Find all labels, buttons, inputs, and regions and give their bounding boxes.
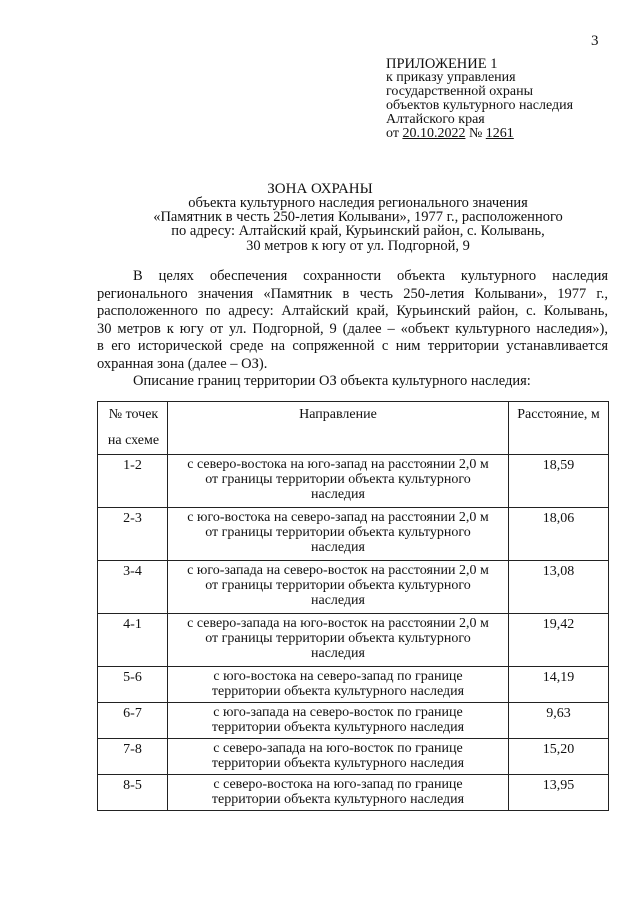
table-row xyxy=(98,703,609,739)
appendix-line: Алтайского края xyxy=(386,112,485,127)
direction-line: территории объекта культурного наследия xyxy=(211,720,465,735)
appendix-line: объектов культурного наследия xyxy=(386,98,574,113)
subtitle-block xyxy=(0,196,640,253)
order-date: 20.10.2022 xyxy=(402,126,466,141)
cell-direction xyxy=(168,703,509,739)
cell-direction xyxy=(168,775,509,811)
table-row xyxy=(98,561,609,614)
intro-line: 30 метров к югу от ул. Подгорной, 9 (далее – «объект культурного наследия»), xyxy=(97,320,608,337)
direction-line: с северо-востока на юго-запад по границе xyxy=(213,777,463,792)
direction-line: от границы территории объекта культурного xyxy=(205,631,471,646)
intro-line: регионального значения «Памятник в честь 250-летия Колывани», 1977 г., xyxy=(97,285,608,302)
date-prefix: от xyxy=(386,126,403,141)
page-number: 3 xyxy=(591,33,599,49)
cell-points: 3-4 xyxy=(98,561,168,614)
direction-line: с северо-запада на юго-восток по границе xyxy=(213,741,463,756)
header-points-line2: на схеме xyxy=(107,433,160,448)
table-row xyxy=(98,739,609,775)
table-description: Описание границ территории ОЗ объекта культурного наследия: xyxy=(133,373,531,389)
cell-points: 7-8 xyxy=(98,739,168,775)
cell-direction xyxy=(168,561,509,614)
direction-line: территории объекта культурного наследия xyxy=(211,792,465,807)
appendix-line: государственной охраны xyxy=(386,84,534,99)
cell-direction xyxy=(168,739,509,775)
order-number: 1261 xyxy=(485,126,514,141)
cell-distance: 15,20 xyxy=(509,739,609,775)
cell-distance: 18,59 xyxy=(509,455,609,508)
table-row xyxy=(98,455,609,508)
cell-points: 4-1 xyxy=(98,614,168,667)
direction-line: с северо-запада на юго-восток на расстоянии 2,0 м xyxy=(187,616,489,631)
boundary-table xyxy=(97,401,609,811)
appendix-date-line xyxy=(386,127,573,141)
cell-direction xyxy=(168,455,509,508)
cell-points: 8-5 xyxy=(98,775,168,811)
cell-points: 1-2 xyxy=(98,455,168,508)
appendix-title: ПРИЛОЖЕНИЕ 1 xyxy=(386,56,498,72)
direction-line: от границы территории объекта культурного xyxy=(205,472,471,487)
intro-line: в его исторической среде на сопряженной с ним территории устанавливается xyxy=(97,338,608,354)
direction-line: территории объекта культурного наследия xyxy=(211,684,465,699)
cell-distance: 13,08 xyxy=(509,561,609,614)
number-sign: № xyxy=(465,126,486,141)
intro-line: расположенного по адресу: Алтайский край, Курьинский район, с. Колывань, xyxy=(97,303,608,319)
appendix-block xyxy=(386,57,573,141)
cell-direction xyxy=(168,508,509,561)
cell-distance: 19,42 xyxy=(509,614,609,667)
table-row xyxy=(98,775,609,811)
cell-distance: 14,19 xyxy=(509,667,609,703)
zone-title: ЗОНА ОХРАНЫ xyxy=(267,181,373,197)
direction-line: с юго-запада на северо-восток по границе xyxy=(213,705,463,720)
intro-paragraph xyxy=(97,268,608,373)
subtitle-line: по адресу: Алтайский край, Курьинский район, с. Колывань, xyxy=(171,223,545,240)
intro-line: охранная зона (далее – ОЗ). xyxy=(97,355,268,372)
direction-line: наследия xyxy=(311,646,365,661)
table-row xyxy=(98,667,609,703)
header-direction: Направление xyxy=(168,402,509,455)
cell-distance: 13,95 xyxy=(509,775,609,811)
direction-line: наследия xyxy=(311,593,365,608)
direction-line: с северо-востока на юго-запад на расстоянии 2,0 м xyxy=(187,457,489,472)
cell-points: 6-7 xyxy=(98,703,168,739)
direction-line: с юго-запада на северо-восток на расстоянии 2,0 м xyxy=(187,563,489,578)
header-points-line1: № точек xyxy=(108,407,159,422)
cell-direction xyxy=(168,667,509,703)
cell-direction xyxy=(168,614,509,667)
subtitle-line: объекта культурного наследия регионального значения xyxy=(188,195,528,211)
table-row xyxy=(98,508,609,561)
subtitle-line: «Памятник в честь 250-летия Колывани», 1977 г., расположенного xyxy=(153,209,563,226)
cell-points: 2-3 xyxy=(98,508,168,561)
cell-distance: 18,06 xyxy=(509,508,609,561)
header-points xyxy=(98,402,168,455)
intro-line: В целях обеспечения сохранности объекта культурного наследия xyxy=(133,268,608,284)
table-header-row xyxy=(98,402,609,455)
direction-line: с юго-востока на северо-запад по границе xyxy=(213,669,463,684)
direction-line: от границы территории объекта культурного xyxy=(205,578,471,593)
direction-line: наследия xyxy=(311,487,365,502)
direction-line: с юго-востока на северо-запад на расстоянии 2,0 м xyxy=(187,510,489,525)
cell-distance: 9,63 xyxy=(509,703,609,739)
appendix-line: к приказу управления xyxy=(386,70,516,85)
header-distance: Расстояние, м xyxy=(509,402,609,455)
direction-line: территории объекта культурного наследия xyxy=(211,756,465,771)
subtitle-line: 30 метров к югу от ул. Подгорной, 9 xyxy=(246,237,470,254)
cell-points: 5-6 xyxy=(98,667,168,703)
direction-line: наследия xyxy=(311,540,365,555)
table-row xyxy=(98,614,609,667)
direction-line: от границы территории объекта культурного xyxy=(205,525,471,540)
